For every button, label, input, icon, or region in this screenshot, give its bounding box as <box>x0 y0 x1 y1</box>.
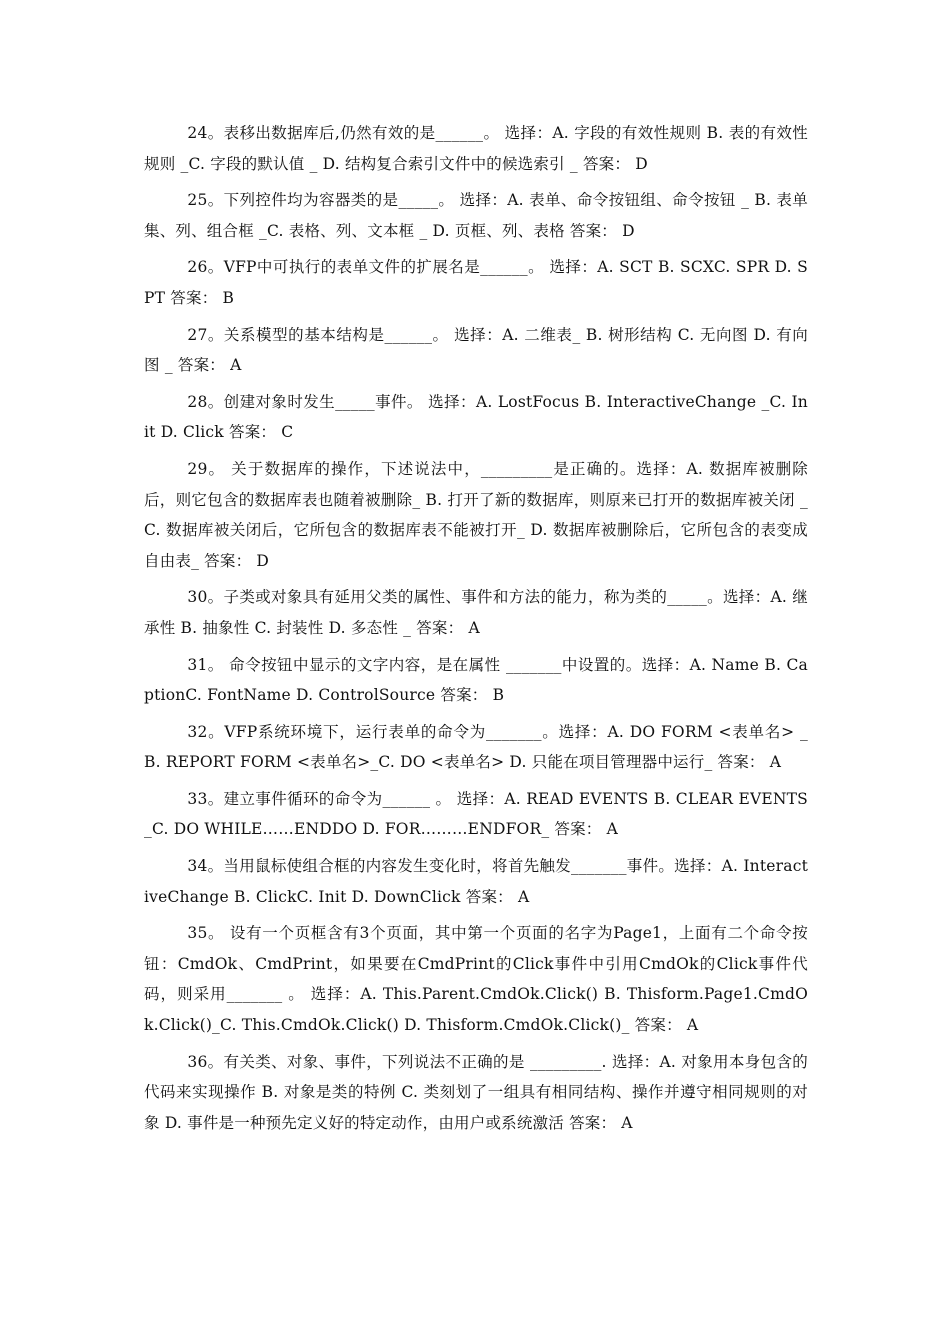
question-28: 28。创建对象时发生_____事件。 选择：A. LostFocus B. InteractiveChange _C. Init D. Click 答案： C <box>144 392 808 442</box>
question-34: 34。当用鼠标使组合框的内容发生变化时，将首先触发_______事件。选择：A. InteractiveChange B. ClickC. Init D. DownClick 答案： A <box>144 857 808 906</box>
document-page <box>144 118 808 1144</box>
question-30: 30。子类或对象具有延用父类的属性、事件和方法的能力，称为类的_____。选择：A. 继承性 B. 抽象性 C. 封装性 D. 多态性 _ 答案： A <box>144 588 808 637</box>
question-24: 24。表移出数据库后,仍然有效的是______。 选择：A. 字段的有效性规则 B. 表的有效性规则 _C. 字段的默认值 _ D. 结构复合索引文件中的候选索引 _ 答案： D <box>144 124 808 173</box>
question-32: 32。VFP系统环境下，运行表单的命令为_______。选择：A. DO FORM <表单名> _ B. REPORT FORM <表单名>_C. DO <表单名> D. 只能在项目管理器中运行_ 答案： A <box>144 722 808 772</box>
question-25: 25。下列控件均为容器类的是_____。 选择：A. 表单、命令按钮组、命令按钮 _ B. 表单集、列、组合框 _C. 表格、列、文本框 _ D. 页框、列、表格 答案： D <box>144 191 808 240</box>
question-31: 31。 命令按钮中显示的文字内容，是在属性 _______中设置的。选择：A. Name B. CaptionC. FontName D. ControlSource 答案： B <box>144 655 808 705</box>
question-36: 36。有关类、对象、事件，下列说法不正确的是 _________. 选择：A. 对象用本身包含的代码来实现操作 B. 对象是类的特例 C. 类刻划了一组具有相同结构、操作并遵守相同规则的对象 D. 事件是一种预先定义好的特定动作，由用户或系统激活 答案： A <box>144 1052 808 1132</box>
question-27: 27。关系模型的基本结构是______。 选择：A. 二维表_ B. 树形结构 C. 无向图 D. 有向图 _ 答案： A <box>144 325 808 375</box>
question-29: 29。 关于数据库的操作，下述说法中，_________是正确的。选择：A. 数据库被删除后，则它包含的数据库表也随着被删除_ B. 打开了新的数据库，则原来已打开的数据库被关闭 _C. 数据库被关闭后，它所包含的数据库表不能被打开_ D. 数据库被删除后，它所包含的表变成自由表_ 答案： D <box>144 459 808 570</box>
question-26: 26。VFP中可执行的表单文件的扩展名是______。 选择：A. SCT B. SCXC. SPR D. SPT 答案： B <box>144 258 808 307</box>
question-33: 33。建立事件循环的命令为______ 。 选择：A. READ EVENTS B. CLEAR EVENTS_C. DO WHILE……ENDDO D. FOR………ENDFOR_ 答案： A <box>144 789 808 839</box>
question-35: 35。 设有一个页框含有3个页面，其中第一个页面的名字为Page1，上面有二个命令按钮：CmdOk、CmdPrint，如果要在CmdPrint的Click事件中引用CmdOk的Click事件代码，则采用_______ 。 选择：A. This.Parent.CmdOk.Click() B. Thisform.Page1.CmdOk.Click()_C. This.CmdOk.Click() D. Thisform.CmdOk.Click()_ 答案： A <box>144 924 808 1035</box>
